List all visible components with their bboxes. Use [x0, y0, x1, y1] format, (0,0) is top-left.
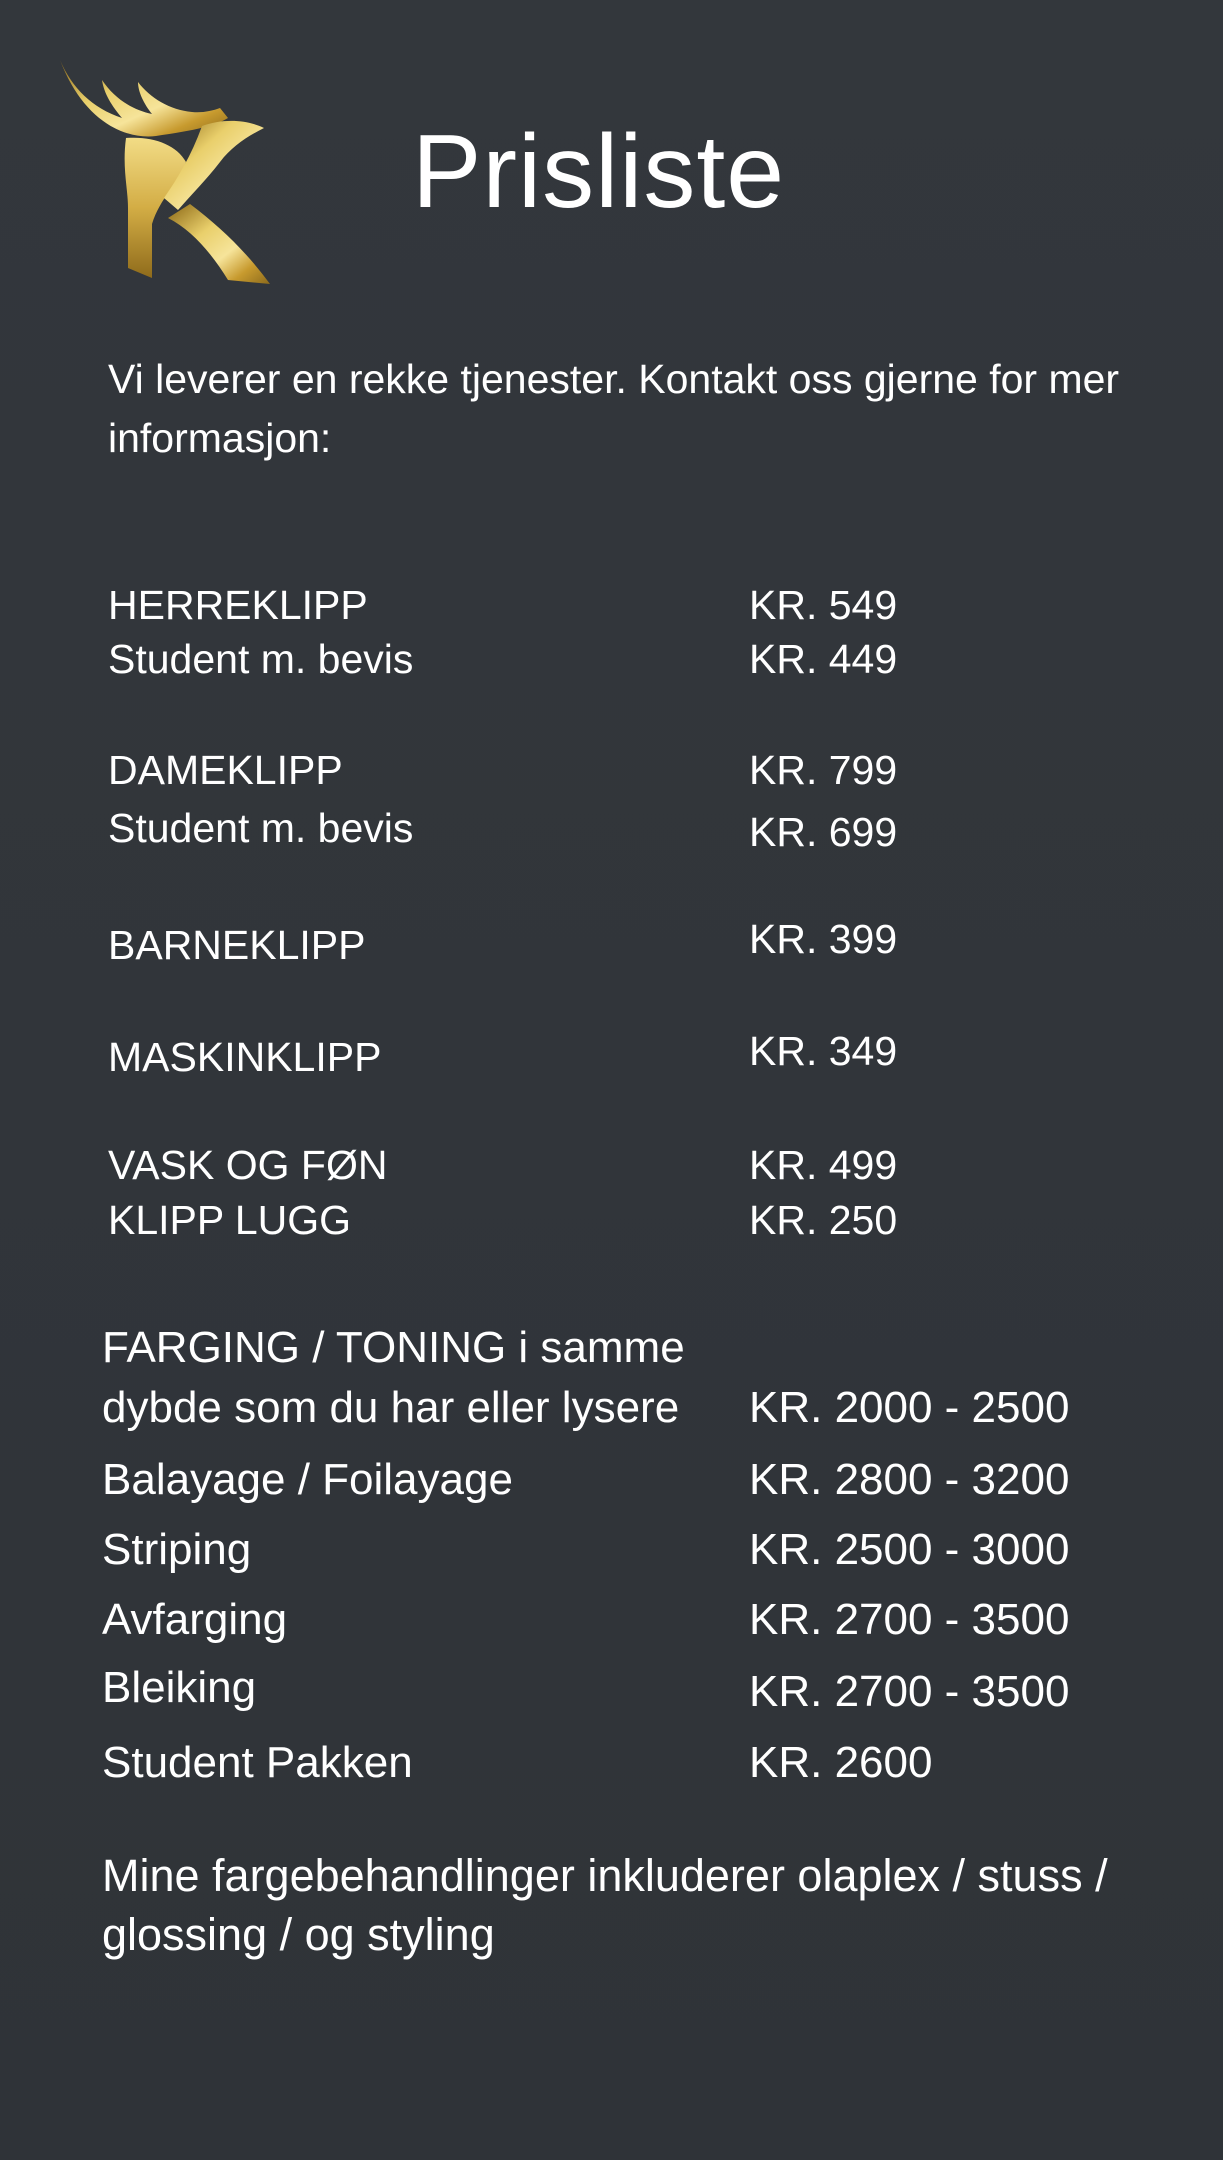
- service-price: KR. 2600: [749, 1738, 933, 1787]
- service-label-line-2: dybde som du har eller lysere: [102, 1383, 680, 1432]
- service-label: Bleiking: [102, 1663, 257, 1712]
- service-price: KR. 2500 - 3000: [749, 1525, 1070, 1574]
- price-row-bleiking: [0, 1662, 1223, 1722]
- service-price: KR. 549: [749, 582, 898, 628]
- service-price: KR. 399: [749, 916, 898, 962]
- service-label: HERREKLIPP: [108, 582, 368, 628]
- price-row-avfarging: [0, 1590, 1223, 1650]
- price-row-klipp-lugg: [0, 1190, 1223, 1250]
- price-row-balayage: [0, 1450, 1223, 1510]
- price-row-farging-label: [102, 1318, 685, 1438]
- price-row-barneklipp: [0, 909, 1223, 969]
- service-price: KR. 699: [749, 809, 898, 855]
- price-row-striping: [0, 1520, 1223, 1580]
- price-row-dameklipp: [0, 740, 1223, 800]
- service-label: VASK OG FØN: [108, 1142, 388, 1188]
- price-row-farging-price: KR. 2000 - 2500: [749, 1383, 1070, 1432]
- service-label: Striping: [102, 1525, 252, 1574]
- page-title: Prisliste: [412, 114, 786, 230]
- service-price: KR. 2700 - 3500: [749, 1667, 1070, 1716]
- price-row-vask-og-fon: [0, 1135, 1223, 1195]
- service-label: Student Pakken: [102, 1738, 413, 1787]
- service-label: KLIPP LUGG: [108, 1197, 352, 1243]
- service-label-line-1: FARGING / TONING i samme: [102, 1323, 685, 1372]
- service-label: MASKINKLIPP: [108, 1034, 382, 1080]
- price-row-herreklipp-student: [0, 629, 1223, 689]
- price-row-dameklipp-student: [0, 798, 1223, 858]
- service-price: KR. 499: [749, 1142, 898, 1188]
- service-label: Student m. bevis: [108, 805, 414, 851]
- service-price: KR. 449: [749, 636, 898, 682]
- service-price: KR. 349: [749, 1028, 898, 1074]
- service-label: Avfarging: [102, 1595, 288, 1644]
- service-price: KR. 2700 - 3500: [749, 1595, 1070, 1644]
- service-label: DAMEKLIPP: [108, 747, 343, 793]
- service-label: Balayage / Foilayage: [102, 1455, 513, 1504]
- service-price: KR. 2800 - 3200: [749, 1455, 1070, 1504]
- gold-k-bird-logo-icon: [52, 58, 282, 288]
- price-row-student-pakken: [0, 1733, 1223, 1793]
- service-price: KR. 250: [749, 1197, 898, 1243]
- service-label: Student m. bevis: [108, 636, 414, 682]
- price-row-herreklipp: [0, 575, 1223, 635]
- service-label: BARNEKLIPP: [108, 922, 366, 968]
- price-row-maskinklipp: [0, 1021, 1223, 1081]
- intro-text: Vi leverer en rekke tjenester. Kontakt oss gjerne for mer informasjon:: [108, 356, 1120, 461]
- footer-note: Mine fargebehandlinger inkluderer olaplex / stuss / glossing / og styling: [102, 1850, 1108, 1960]
- service-price: KR. 799: [749, 747, 898, 793]
